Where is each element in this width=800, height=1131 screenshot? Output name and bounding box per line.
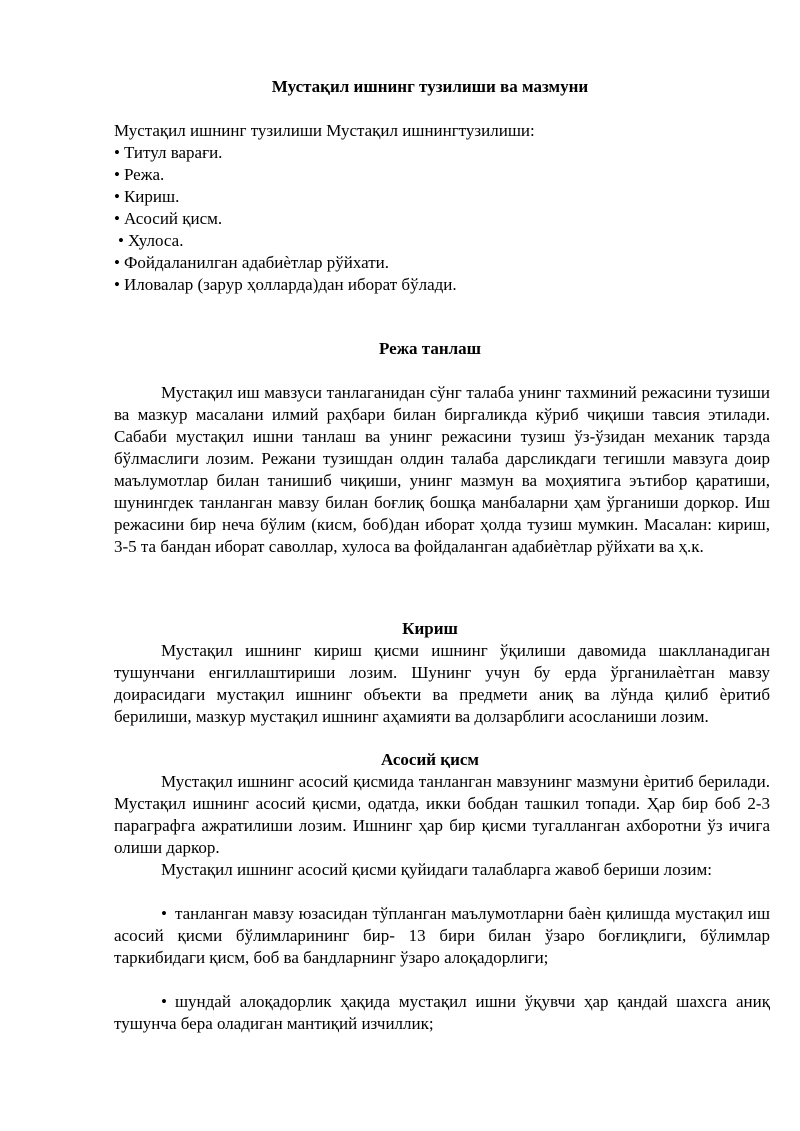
requirement-item: • танланган мавзу юзасидан тўпланган маълумотларни баѐн қилишда мустақил иш асосий қисми бўлимларининг бир- 13 бири билан ўзаро боғлиқлиги, бўлимлар таркибидаги қисм, боб ва бандларнинг ўзаро алоқадорлиги;	[114, 904, 770, 967]
section-heading-reja: Режа танлаш	[378, 339, 482, 358]
structure-item: • Асосий қисм.	[114, 208, 674, 230]
section-paragraph-reja: Мустақил иш мавзуси танлаганидан сўнг талаба унинг тахминий режасини тузиши ва мазкур масалани илмий раҳбари билан биргаликда кўриб чиқиши тавсия этилади. Сабаби мустақил ишни танлаш ва унинг режасини тузиш ўз-ўзидан механик тарзда бўлмаслиги лозим. Режани тузишдан олдин талаба дарсликдаги тегишли мавзуга доир маълумотлар билан танишиб чиқиши, унинг мазмун ва моҳиятига эътибор қаратиши, шунингдек танланган мавзу билан боғлиқ бошқа манбаларни ҳам ўрганиши доркор. Иш режасини бир неча бўлим (кисм, боб)дан иборат ҳолда тузиш мумкин. Масалан: кириш, 3-5 та бандан иборат саволлар, хулоса ва фойдаланган адабиѐтлар рўйхати ва ҳ.к.	[114, 383, 770, 556]
bullet-icon: •	[161, 992, 167, 1011]
section-paragraph-asosiy-1: Мустақил ишнинг асосий қисмида танланган мавзунинг мазмуни ѐритиб берилади. Мустақил ишнинг асосий қисми, одатда, икки бобдан ташкил топади. Ҳар бир боб 2-3 параграфга ажратилиши лозим. Ишнинг ҳар бир қисми тугалланган ахборотни ўз ичига олиши даркор.	[114, 772, 770, 857]
page-title: Мустақил ишнинг тузилиши ва мазмуни	[271, 77, 589, 96]
structure-item: • Титул варағи.	[114, 142, 674, 164]
requirement-item: • шундай алоқадорлик ҳақида мустақил ишни ўқувчи ҳар қандай шахсга аниқ тушунча бера оладиган мантиқий изчиллик;	[114, 992, 770, 1033]
bullet-icon: •	[161, 904, 167, 923]
structure-item: • Режа.	[114, 164, 674, 186]
structure-item: • Фойдаланилган адабиѐтлар рўйхати.	[114, 252, 674, 274]
structure-item: • Кириш.	[114, 186, 674, 208]
section-heading-kirish: Кириш	[402, 619, 458, 638]
structure-item: • Иловалар (зарур ҳолларда)дан иборат бўлади.	[114, 274, 674, 296]
section-heading-asosiy: Асосий қисм	[381, 750, 479, 769]
section-paragraph-kirish: Мустақил ишнинг кириш қисми ишнинг ўқилиши давомида шаклланадиган тушунчани енгиллаштириши лозим. Шунинг учун бу ерда ўрганилаѐтган мавзу доирасидаги мустақил ишнинг объекти ва предмети аниқ ва лўнда қилиб ѐритиб берилиши, мазкур мустақил ишнинг аҳамияти ва долзарблиги асосланиши лозим.	[114, 641, 770, 726]
structure-lead: Мустақил ишнинг тузилиши Мустақил ишнингтузилиши:	[114, 121, 535, 140]
section-paragraph-asosiy-2: Мустақил ишнинг асосий қисми қуйидаги талабларга жавоб бериши лозим:	[161, 860, 712, 879]
structure-list	[114, 120, 674, 296]
structure-item: • Хулоса.	[114, 230, 674, 252]
